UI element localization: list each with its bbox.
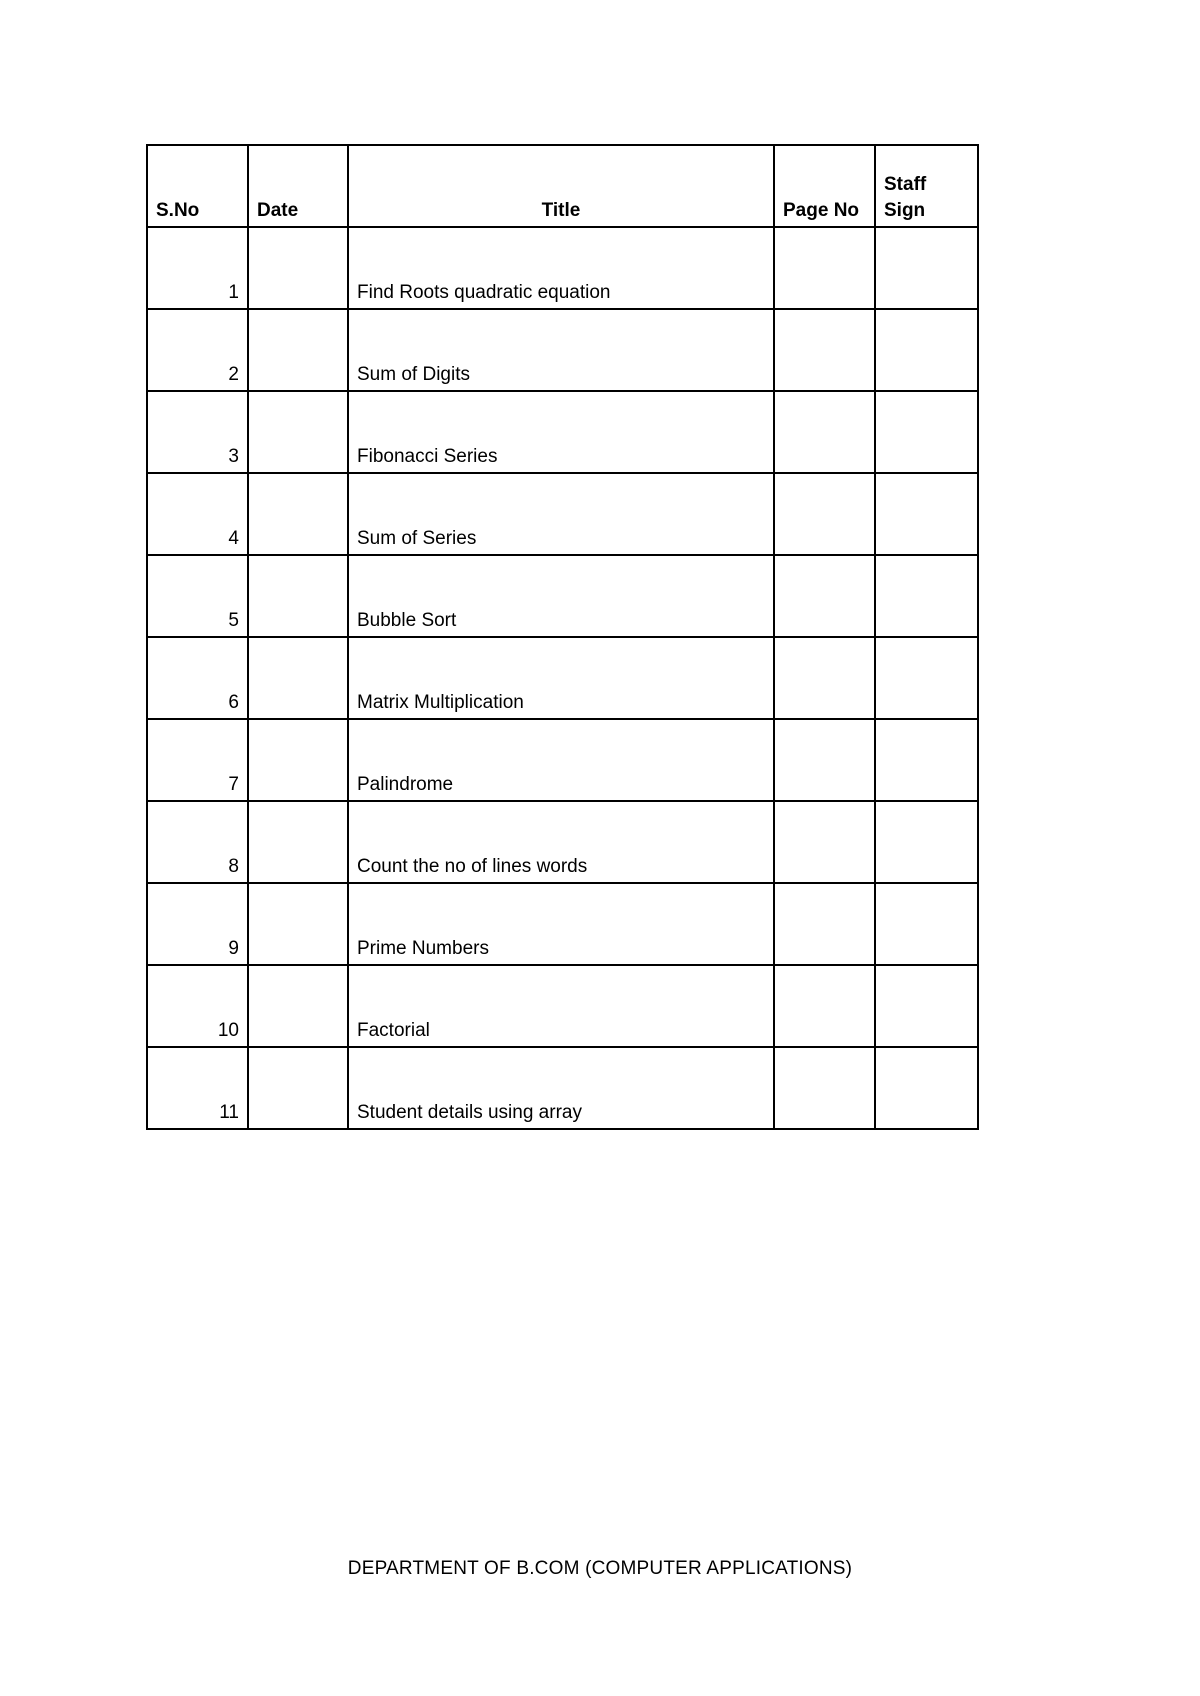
cell-sno: 1 bbox=[147, 227, 248, 309]
cell-page-no bbox=[774, 801, 875, 883]
table-row bbox=[147, 1047, 978, 1129]
cell-page-no bbox=[774, 473, 875, 555]
cell-staff-sign bbox=[875, 227, 978, 309]
cell-sno: 6 bbox=[147, 637, 248, 719]
table-row bbox=[147, 309, 978, 391]
cell-staff-sign bbox=[875, 719, 978, 801]
cell-title: Prime Numbers bbox=[348, 883, 774, 965]
cell-sno: 9 bbox=[147, 883, 248, 965]
table-row bbox=[147, 473, 978, 555]
cell-staff-sign bbox=[875, 965, 978, 1047]
cell-sno: 3 bbox=[147, 391, 248, 473]
cell-sno: 2 bbox=[147, 309, 248, 391]
header-date: Date bbox=[248, 145, 348, 227]
cell-date bbox=[248, 555, 348, 637]
cell-staff-sign bbox=[875, 473, 978, 555]
cell-date bbox=[248, 227, 348, 309]
cell-title: Student details using array bbox=[348, 1047, 774, 1129]
cell-date bbox=[248, 637, 348, 719]
header-page-no: Page No bbox=[774, 145, 875, 227]
cell-page-no bbox=[774, 719, 875, 801]
cell-staff-sign bbox=[875, 883, 978, 965]
cell-page-no bbox=[774, 391, 875, 473]
cell-staff-sign bbox=[875, 391, 978, 473]
cell-page-no bbox=[774, 1047, 875, 1129]
cell-title: Find Roots quadratic equation bbox=[348, 227, 774, 309]
cell-page-no bbox=[774, 227, 875, 309]
cell-staff-sign bbox=[875, 555, 978, 637]
cell-sno: 4 bbox=[147, 473, 248, 555]
cell-sno: 8 bbox=[147, 801, 248, 883]
cell-staff-sign bbox=[875, 1047, 978, 1129]
header-row bbox=[147, 145, 978, 227]
table-row bbox=[147, 227, 978, 309]
cell-title: Matrix Multiplication bbox=[348, 637, 774, 719]
cell-sno: 11 bbox=[147, 1047, 248, 1129]
cell-page-no bbox=[774, 637, 875, 719]
cell-date bbox=[248, 1047, 348, 1129]
cell-page-no bbox=[774, 309, 875, 391]
cell-title: Sum of Digits bbox=[348, 309, 774, 391]
table-row bbox=[147, 801, 978, 883]
table-body bbox=[147, 227, 978, 1129]
index-table bbox=[146, 144, 979, 1130]
cell-title: Sum of Series bbox=[348, 473, 774, 555]
cell-staff-sign bbox=[875, 309, 978, 391]
table-row bbox=[147, 883, 978, 965]
cell-sno: 10 bbox=[147, 965, 248, 1047]
cell-date bbox=[248, 473, 348, 555]
cell-title: Fibonacci Series bbox=[348, 391, 774, 473]
cell-date bbox=[248, 309, 348, 391]
cell-date bbox=[248, 965, 348, 1047]
cell-title: Palindrome bbox=[348, 719, 774, 801]
cell-page-no bbox=[774, 965, 875, 1047]
cell-title: Bubble Sort bbox=[348, 555, 774, 637]
table-row bbox=[147, 719, 978, 801]
cell-title: Count the no of lines words bbox=[348, 801, 774, 883]
table-row bbox=[147, 965, 978, 1047]
cell-sno: 7 bbox=[147, 719, 248, 801]
cell-staff-sign bbox=[875, 637, 978, 719]
table-row bbox=[147, 555, 978, 637]
cell-date bbox=[248, 801, 348, 883]
cell-title: Factorial bbox=[348, 965, 774, 1047]
table-row bbox=[147, 391, 978, 473]
header-title: Title bbox=[348, 145, 774, 227]
header-sno: S.No bbox=[147, 145, 248, 227]
cell-page-no bbox=[774, 883, 875, 965]
cell-date bbox=[248, 719, 348, 801]
header-staff-sign: Staff Sign bbox=[875, 145, 978, 227]
cell-sno: 5 bbox=[147, 555, 248, 637]
cell-date bbox=[248, 391, 348, 473]
table-row bbox=[147, 637, 978, 719]
cell-date bbox=[248, 883, 348, 965]
cell-page-no bbox=[774, 555, 875, 637]
cell-staff-sign bbox=[875, 801, 978, 883]
page-footer: DEPARTMENT OF B.COM (COMPUTER APPLICATIONS) bbox=[347, 1558, 853, 1579]
